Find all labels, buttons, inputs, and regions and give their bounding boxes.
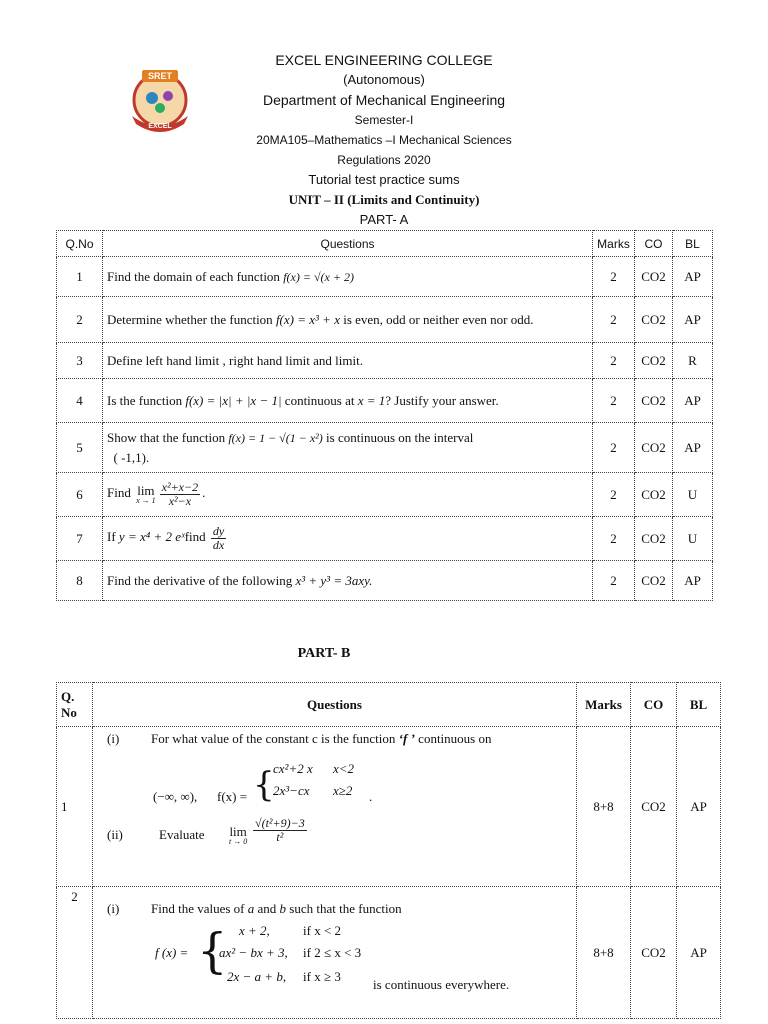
question-text [103, 473, 593, 517]
question-text-part: Find the domain of each function [107, 268, 280, 284]
limit-word: lim [229, 824, 247, 839]
table-row [57, 423, 713, 473]
question-text [103, 379, 593, 423]
question-text-part: such that the function [289, 901, 402, 916]
limit-operator [229, 825, 247, 846]
question-text-part: is continuous on the interval [326, 429, 474, 445]
question-number: 5 [57, 423, 103, 473]
question-text-part: Find the derivative of the following [107, 572, 293, 588]
limit-subscript: t → 0 [229, 837, 248, 846]
question-text [103, 297, 593, 343]
question-text-part: Show that the function [107, 429, 226, 445]
function-name: ‘f ’ [398, 731, 415, 746]
co-cell: CO2 [635, 379, 673, 423]
co-header: CO [631, 683, 677, 727]
math-expression: x = 1 [357, 392, 386, 408]
piecewise-case: 2x³−cx [273, 783, 310, 798]
question-text: Define left hand limit , right hand limit and limit. [103, 343, 593, 379]
marks-cell: 2 [593, 379, 635, 423]
question-text-part: Evaluate [159, 827, 205, 842]
marks-header: Marks [577, 683, 631, 727]
piecewise-condition: x≥2 [333, 783, 353, 798]
question-text [103, 257, 593, 297]
co-cell: CO2 [635, 423, 673, 473]
department-name: Department of Mechanical Engineering [262, 92, 506, 108]
marks-cell: 2 [593, 343, 635, 379]
piecewise-condition: if 2 ≤ x < 3 [303, 945, 362, 960]
bl-cell: AP [673, 379, 713, 423]
variable-a: a [247, 901, 255, 916]
fraction-denominator: x²−x [168, 494, 192, 508]
piecewise-condition: x<2 [333, 761, 355, 776]
table-row [57, 297, 713, 343]
piecewise-case: cx²+2 x [273, 761, 313, 776]
question-text-part: Determine whether the function [107, 311, 273, 327]
bl-cell: AP [673, 561, 713, 601]
marks-cell: 2 [593, 257, 635, 297]
punctuation: . [369, 789, 373, 804]
question-text-part: For what value of the constant c is the function [151, 731, 396, 746]
table-header-row [57, 231, 713, 257]
question-number: 1 [57, 727, 93, 887]
co-cell: CO2 [635, 297, 673, 343]
regulations-label: Regulations 2020 [337, 153, 431, 167]
question-text-part: find [184, 529, 206, 545]
question-text-part: continuous on [418, 731, 492, 746]
course-title: 20MA105–Mathematics –I Mechanical Sciences [256, 133, 512, 147]
part-b-title: PART- B [297, 646, 351, 661]
table-row [57, 343, 713, 379]
math-expression: f(x) = x³ + x [275, 311, 340, 327]
co-cell: CO2 [631, 727, 677, 887]
bl-cell: AP [673, 423, 713, 473]
function-definition: f (x) = [155, 945, 189, 960]
bl-cell: U [673, 473, 713, 517]
marks-cell: 2 [593, 473, 635, 517]
sub-question-text [151, 731, 491, 747]
bl-cell: AP [673, 297, 713, 343]
fraction [211, 525, 226, 551]
question-text-part: Find [107, 485, 131, 501]
fraction-denominator: t² [276, 829, 284, 844]
logo-top-text: SRET [147, 71, 173, 81]
question-text-part: Is the function [107, 392, 183, 408]
bl-cell: U [673, 517, 713, 561]
math-expression: y = x⁴ + 2 eˣ [118, 529, 185, 545]
question-text-part: . [202, 485, 206, 501]
table-row [57, 561, 713, 601]
table-row [57, 887, 721, 1019]
table-row [57, 473, 713, 517]
sub-question-label: (i) [107, 731, 120, 746]
bl-header: BL [673, 231, 713, 257]
questions-header: Questions [103, 231, 593, 257]
fraction-denominator: dx [212, 538, 225, 552]
qno-header: Q. No [57, 683, 93, 727]
question-text-part: is continuous everywhere. [373, 977, 510, 992]
logo-bottom-text: EXCEL [148, 123, 172, 130]
bl-cell: AP [677, 727, 721, 887]
questions-header: Questions [93, 683, 577, 727]
co-cell: CO2 [635, 343, 673, 379]
unit-title: UNIT – II (Limits and Continuity) [288, 192, 480, 207]
function-definition: f(x) = [217, 789, 248, 804]
limit-subscript: x → 1 [136, 496, 156, 505]
question-number: 2 [57, 887, 93, 1019]
sub-question-label: (i) [107, 901, 120, 916]
question-text-part: continuous at [284, 392, 355, 408]
marks-cell: 2 [593, 297, 635, 343]
question-text-part: ( -1,1). [113, 449, 150, 465]
question-number: 6 [57, 473, 103, 517]
question-text [103, 423, 593, 473]
co-cell: CO2 [631, 887, 677, 1019]
table-row [57, 257, 713, 297]
question-number: 3 [57, 343, 103, 379]
question-text [93, 887, 577, 1019]
question-number: 1 [57, 257, 103, 297]
domain-expression: (−∞, ∞), [153, 789, 198, 804]
part-a-title: PART- A [359, 212, 409, 227]
question-text-part: is even, odd or neither even nor odd. [343, 311, 534, 327]
limit-operator [136, 484, 156, 505]
question-text-part: Find the values of [151, 901, 245, 916]
marks-cell: 2 [593, 561, 635, 601]
question-text-part: If [107, 529, 116, 545]
question-number: 8 [57, 561, 103, 601]
question-text [93, 727, 577, 887]
part-b-table [56, 682, 721, 1019]
question-text-part: and [257, 901, 277, 916]
left-brace-icon: { [197, 923, 228, 979]
co-cell: CO2 [635, 517, 673, 561]
semester-label: Semester-I [354, 113, 414, 127]
marks-cell: 8+8 [577, 727, 631, 887]
fraction-numerator: √(t²+9)−3 [255, 816, 305, 830]
fraction-numerator: x²+x−2 [161, 480, 199, 495]
question-number: 2 [57, 297, 103, 343]
marks-cell: 8+8 [577, 887, 631, 1019]
table-row [57, 517, 713, 561]
variable-b: b [279, 901, 287, 916]
marks-header: Marks [593, 231, 635, 257]
math-expression: x³ + y³ = 3axy. [295, 572, 373, 588]
piecewise-condition: if x ≥ 3 [303, 969, 341, 984]
question-text-part: ? Justify your answer. [385, 392, 499, 408]
co-cell: CO2 [635, 257, 673, 297]
fraction [253, 817, 307, 843]
co-cell: CO2 [635, 473, 673, 517]
question-text [103, 517, 593, 561]
question-text [103, 561, 593, 601]
piecewise-case: ax² − bx + 3, [219, 945, 288, 960]
question-number: 7 [57, 517, 103, 561]
test-title: Tutorial test practice sums [308, 172, 460, 187]
limit-word: lim [137, 483, 155, 498]
college-name: EXCEL ENGINEERING COLLEGE [275, 52, 493, 68]
piecewise-case: x + 2, [239, 923, 270, 938]
left-brace-icon: { [253, 765, 275, 805]
math-expression: f(x) = |x| + |x − 1| [185, 392, 282, 408]
math-expression: f(x) = 1 − √(1 − x²) [228, 430, 323, 445]
co-header: CO [635, 231, 673, 257]
piecewise-condition: if x < 2 [303, 923, 342, 938]
math-expression: f(x) = √(x + 2) [283, 269, 354, 284]
bl-cell: AP [677, 887, 721, 1019]
marks-cell: 2 [593, 517, 635, 561]
bl-cell: R [673, 343, 713, 379]
bl-header: BL [677, 683, 721, 727]
table-row [57, 379, 713, 423]
document-header [0, 50, 768, 230]
question-number: 4 [57, 379, 103, 423]
bl-cell: AP [673, 257, 713, 297]
part-a-table [56, 230, 713, 601]
piecewise-case: 2x − a + b, [227, 969, 287, 984]
autonomous-label: (Autonomous) [343, 72, 425, 87]
sub-question-text [151, 901, 402, 917]
sub-question-label: (ii) [107, 827, 123, 842]
qno-header: Q.No [57, 231, 103, 257]
fraction-numerator: dy [212, 524, 225, 539]
table-row [57, 727, 721, 887]
co-cell: CO2 [635, 561, 673, 601]
table-header-row [57, 683, 721, 727]
marks-cell: 2 [593, 423, 635, 473]
fraction [160, 481, 200, 507]
